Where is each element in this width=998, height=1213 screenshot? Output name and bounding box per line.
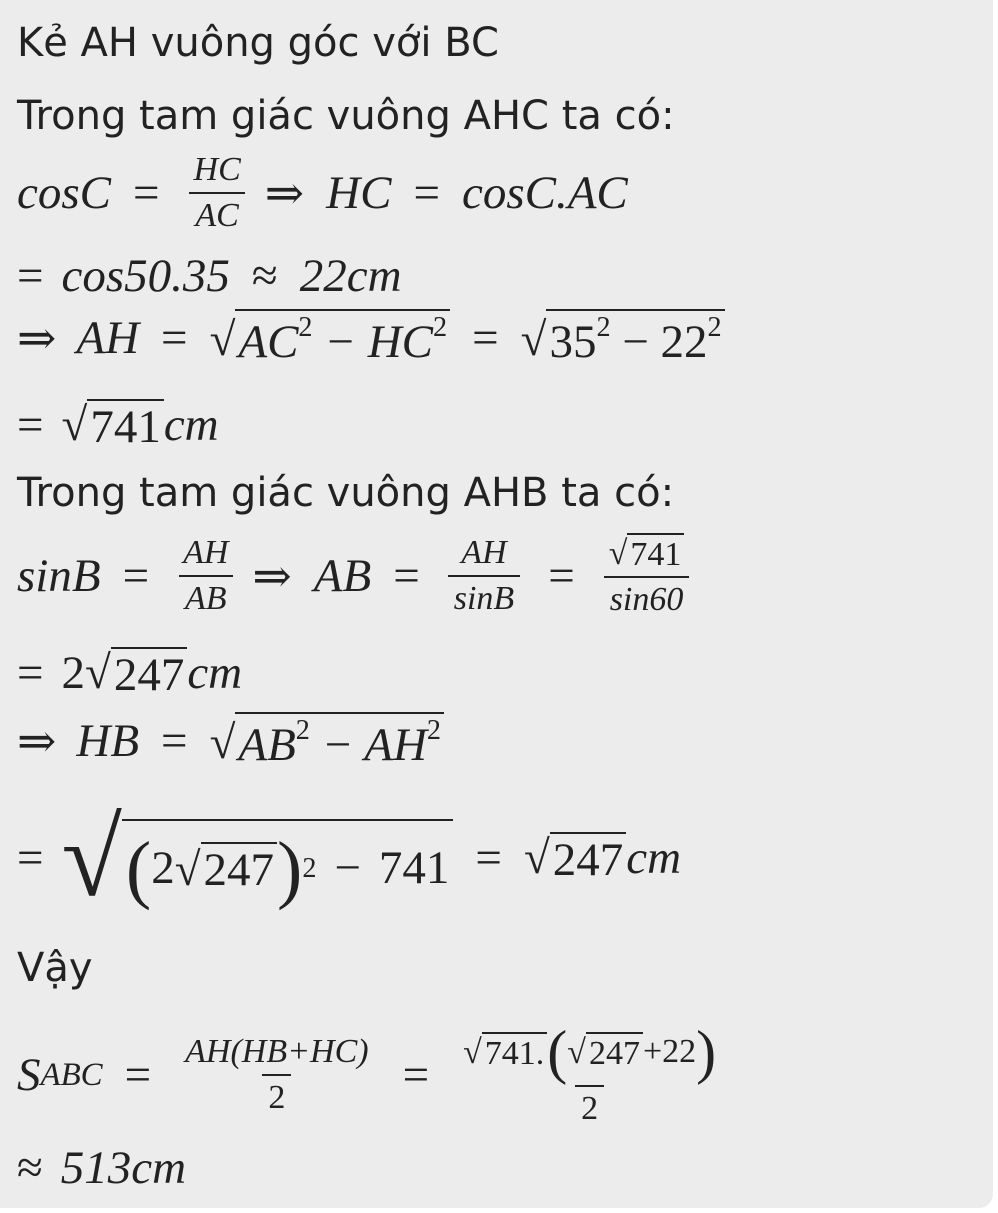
fraction-ah-over-ab: $\frac{AH}{AB}$ <box>177 534 234 618</box>
formula-cos-value: = cos50.35 ≈ 22cm <box>17 250 402 302</box>
sqrt-big: √ ( 2 √ 247 ) 2 − 741 <box>62 803 454 913</box>
formula-cos-c: cosC = $\frac{HC}{AC}$ ⇒ HC = cosC.AC <box>17 151 628 234</box>
formula-hb: ⇒ HB = √ $AB^2 - AH^2$ <box>17 710 444 772</box>
fraction-area-1: $\frac{AH(HB+HC)}{2}$ <box>185 1033 369 1116</box>
fraction-hc-over-ac: $\frac{HC}{AC}$ <box>188 151 247 235</box>
formula-area: S ABC = $\frac{AH(HB+HC)}{2}$ = √ 741. ( √ 247 +22 ) 2 <box>17 1020 728 1130</box>
formula-hb-value: = √ ( 2 √ 247 ) 2 − 741 = √ 247 cm <box>17 797 682 919</box>
formula-ah-value: = √ 741 cm <box>17 399 219 453</box>
fraction-ah-over-sinb: $\frac{AH}{\sin B}$ <box>448 534 520 618</box>
sqrt-ac2-minus-hc2: √ $AC^2 - HC^2$ <box>210 309 451 367</box>
formula-ab-value: = 2 √ 247 cm <box>17 647 243 701</box>
sqrt-247-result: √ 247 <box>524 831 626 885</box>
fraction-area-2: √ 741. ( √ 247 +22 ) 2 <box>463 1019 717 1127</box>
sqrt-741: √ 741 <box>62 398 164 452</box>
formula-result: ≈ 513cm <box>17 1142 187 1194</box>
text-line-therefore: Vậy <box>17 945 93 991</box>
formula-sin-b: sinB = $\frac{AH}{AB}$ ⇒ AB = $\frac{AH}{\sin B}$ = √ 741 sin60 <box>17 528 696 624</box>
sqrt-247: √ 247 <box>85 646 187 700</box>
text-line-triangle-ahc: Trong tam giác vuông AHC ta có: <box>17 93 675 139</box>
fraction-sqrt741-over-sin60: √ 741 sin60 <box>603 533 691 619</box>
text-line-draw-ah: Kẻ AH vuông góc với BC <box>17 20 499 66</box>
text-line-triangle-ahb: Trong tam giác vuông AHB ta có: <box>17 470 675 516</box>
sqrt-35-minus-22: √ $35^2 - 22^2$ <box>521 309 725 367</box>
cos-c-term: cosC <box>17 167 111 219</box>
sqrt-ab2-minus-ah2: √ $AB^2 - AH^2$ <box>210 712 444 770</box>
formula-ah: ⇒ AH = √ $AC^2 - HC^2$ = √ $35^2 - 22^2$ <box>17 306 725 370</box>
